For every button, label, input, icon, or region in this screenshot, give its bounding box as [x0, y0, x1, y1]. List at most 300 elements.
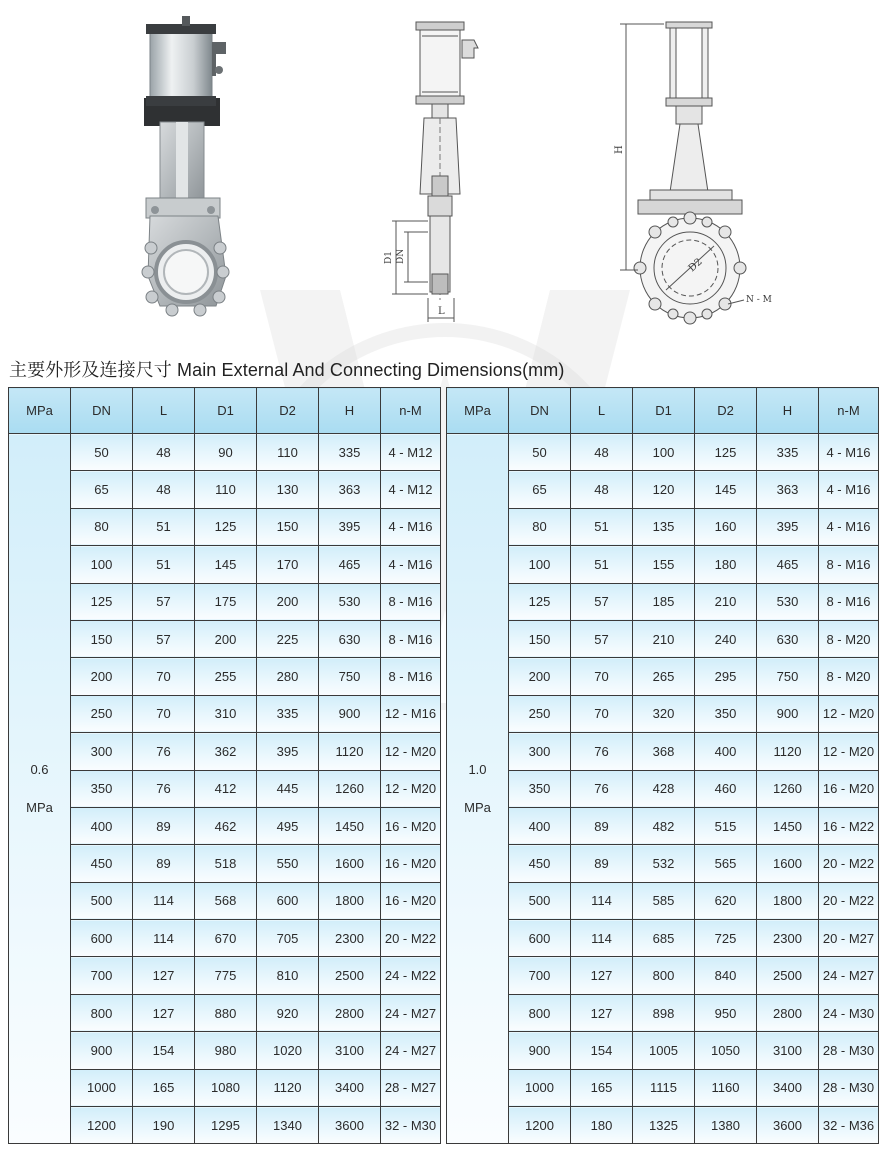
cell-d1: 1005: [633, 1032, 695, 1069]
cell-d2: 725: [695, 920, 757, 957]
cell-dn: 200: [509, 658, 571, 695]
cell-l: 51: [133, 508, 195, 545]
cell-d1: 368: [633, 733, 695, 770]
cell-l: 190: [133, 1107, 195, 1144]
cell-d1: 120: [633, 471, 695, 508]
table-row: [447, 1107, 879, 1144]
table-row: [447, 434, 879, 471]
cell-dn: 1000: [509, 1069, 571, 1106]
pressure-unit: MPa: [464, 799, 491, 815]
header-n-m: n-M: [819, 388, 879, 434]
cell-n-m: 8 - M16: [381, 620, 441, 657]
cell-l: 57: [571, 620, 633, 657]
label-l: L: [438, 306, 445, 317]
table-row: [447, 882, 879, 919]
table-row: [9, 1032, 441, 1069]
cell-dn: 400: [509, 807, 571, 844]
cell-d2: 600: [257, 882, 319, 919]
cell-d1: 155: [633, 546, 695, 583]
cell-d2: 295: [695, 658, 757, 695]
cell-dn: 80: [71, 508, 133, 545]
cell-d2: 395: [257, 733, 319, 770]
table-row: [447, 546, 879, 583]
table-row: [9, 471, 441, 508]
cell-n-m: 4 - M16: [381, 508, 441, 545]
cell-d1: 362: [195, 733, 257, 770]
cell-d2: 160: [695, 508, 757, 545]
cell-n-m: 16 - M22: [819, 807, 879, 844]
pressure-unit: MPa: [26, 799, 53, 815]
cell-d2: 920: [257, 994, 319, 1031]
cell-h: 363: [319, 471, 381, 508]
table-row: [9, 733, 441, 770]
cell-dn: 500: [71, 882, 133, 919]
cell-l: 51: [571, 546, 633, 583]
cell-h: 2300: [319, 920, 381, 957]
cell-n-m: 4 - M16: [819, 471, 879, 508]
cell-l: 57: [133, 583, 195, 620]
cell-dn: 400: [71, 807, 133, 844]
cell-h: 2500: [319, 957, 381, 994]
cell-d2: 460: [695, 770, 757, 807]
table-row: [9, 583, 441, 620]
cell-d1: 255: [195, 658, 257, 695]
table-row: [447, 994, 879, 1031]
table-row: [447, 1032, 879, 1069]
cell-n-m: 20 - M27: [819, 920, 879, 957]
cell-h: 2300: [757, 920, 819, 957]
cell-l: 89: [133, 807, 195, 844]
cell-d2: 225: [257, 620, 319, 657]
cell-n-m: 32 - M36: [819, 1107, 879, 1144]
cell-n-m: 24 - M27: [381, 994, 441, 1031]
table-row: [9, 807, 441, 844]
cell-dn: 1200: [509, 1107, 571, 1144]
cell-l: 70: [133, 658, 195, 695]
table-row: [447, 957, 879, 994]
table-row: [447, 620, 879, 657]
cell-l: 154: [133, 1032, 195, 1069]
cell-h: 3400: [757, 1069, 819, 1106]
table-row: [9, 994, 441, 1031]
cell-l: 51: [571, 508, 633, 545]
cell-d1: 980: [195, 1032, 257, 1069]
cell-n-m: 12 - M20: [819, 695, 879, 732]
cell-dn: 65: [71, 471, 133, 508]
cell-dn: 250: [509, 695, 571, 732]
cell-dn: 100: [71, 546, 133, 583]
cell-d1: 532: [633, 845, 695, 882]
cell-n-m: 16 - M20: [381, 882, 441, 919]
cell-d2: 335: [257, 695, 319, 732]
cell-l: 127: [133, 994, 195, 1031]
label-dn: DN: [396, 248, 406, 264]
cell-n-m: 12 - M20: [381, 733, 441, 770]
cell-l: 48: [571, 434, 633, 471]
cell-h: 750: [757, 658, 819, 695]
valve-photo: [142, 16, 229, 316]
cell-d2: 1020: [257, 1032, 319, 1069]
cell-d1: 320: [633, 695, 695, 732]
cell-dn: 900: [71, 1032, 133, 1069]
cell-dn: 800: [71, 994, 133, 1031]
table-row: [447, 583, 879, 620]
cell-dn: 350: [71, 770, 133, 807]
table-row: [9, 882, 441, 919]
cell-d1: 880: [195, 994, 257, 1031]
dimensions-table-0-6mpa: [8, 387, 440, 1144]
cell-dn: 300: [509, 733, 571, 770]
cell-l: 154: [571, 1032, 633, 1069]
table-row: [9, 695, 441, 732]
header-dn: DN: [509, 388, 571, 434]
cell-l: 89: [571, 845, 633, 882]
cell-dn: 125: [71, 583, 133, 620]
cell-d2: 145: [695, 471, 757, 508]
cell-h: 900: [757, 695, 819, 732]
cell-dn: 80: [509, 508, 571, 545]
cell-h: 3600: [319, 1107, 381, 1144]
cell-l: 48: [133, 434, 195, 471]
cell-dn: 450: [509, 845, 571, 882]
table-row: [9, 957, 441, 994]
cell-dn: 300: [71, 733, 133, 770]
cell-h: 1260: [757, 770, 819, 807]
cell-dn: 250: [71, 695, 133, 732]
cell-n-m: 20 - M22: [381, 920, 441, 957]
cell-l: 114: [133, 920, 195, 957]
label-d2: D2: [686, 256, 705, 275]
cell-d2: 810: [257, 957, 319, 994]
cell-d1: 210: [633, 620, 695, 657]
table-row: [447, 471, 879, 508]
cell-d2: 840: [695, 957, 757, 994]
table-row: [9, 658, 441, 695]
cell-d1: 898: [633, 994, 695, 1031]
cell-d1: 482: [633, 807, 695, 844]
cell-d1: 412: [195, 770, 257, 807]
table-row: [447, 695, 879, 732]
header-dn: DN: [71, 388, 133, 434]
cell-l: 114: [133, 882, 195, 919]
cell-n-m: 8 - M16: [381, 658, 441, 695]
cell-h: 630: [757, 620, 819, 657]
cell-h: 900: [319, 695, 381, 732]
cell-d1: 775: [195, 957, 257, 994]
cell-d1: 145: [195, 546, 257, 583]
table-row: [447, 1069, 879, 1106]
cell-dn: 700: [71, 957, 133, 994]
cell-h: 2500: [757, 957, 819, 994]
table-row: [9, 434, 441, 471]
section-title: 主要外形及连接尺寸 Main External And Connecting Dimensions(mm): [9, 360, 565, 380]
header-mpa: MPa: [9, 388, 71, 434]
header-d2: D2: [257, 388, 319, 434]
cell-l: 165: [133, 1069, 195, 1106]
cell-d1: 135: [633, 508, 695, 545]
label-h: H: [614, 145, 625, 154]
cell-d2: 200: [257, 583, 319, 620]
cell-h: 465: [319, 546, 381, 583]
cell-d2: 210: [695, 583, 757, 620]
cell-l: 127: [133, 957, 195, 994]
cell-l: 76: [133, 733, 195, 770]
cell-d1: 568: [195, 882, 257, 919]
table-row: [447, 508, 879, 545]
cell-l: 76: [133, 770, 195, 807]
header-l: L: [571, 388, 633, 434]
cell-d2: 125: [695, 434, 757, 471]
cell-dn: 1200: [71, 1107, 133, 1144]
cell-dn: 50: [71, 434, 133, 471]
cell-d2: 620: [695, 882, 757, 919]
cell-h: 465: [757, 546, 819, 583]
cell-dn: 50: [509, 434, 571, 471]
table-row: [9, 1107, 441, 1144]
cell-dn: 125: [509, 583, 571, 620]
cell-h: 1800: [319, 882, 381, 919]
cell-h: 1260: [319, 770, 381, 807]
cell-l: 57: [571, 583, 633, 620]
cell-h: 3100: [757, 1032, 819, 1069]
cell-h: 750: [319, 658, 381, 695]
header-d1: D1: [633, 388, 695, 434]
cell-h: 1450: [319, 807, 381, 844]
cell-l: 70: [133, 695, 195, 732]
cell-d2: 550: [257, 845, 319, 882]
cell-d1: 685: [633, 920, 695, 957]
cell-d1: 185: [633, 583, 695, 620]
cell-d2: 1160: [695, 1069, 757, 1106]
cell-h: 395: [319, 508, 381, 545]
cell-d2: 170: [257, 546, 319, 583]
cell-d2: 705: [257, 920, 319, 957]
cell-h: 395: [757, 508, 819, 545]
cell-h: 1600: [757, 845, 819, 882]
cell-d1: 265: [633, 658, 695, 695]
cell-d2: 350: [695, 695, 757, 732]
cell-l: 89: [133, 845, 195, 882]
header-h: H: [319, 388, 381, 434]
cell-h: 3100: [319, 1032, 381, 1069]
table-row: [9, 1069, 441, 1106]
cell-dn: 65: [509, 471, 571, 508]
cell-n-m: 8 - M16: [819, 546, 879, 583]
cell-h: 3600: [757, 1107, 819, 1144]
cell-d2: 565: [695, 845, 757, 882]
cell-dn: 150: [509, 620, 571, 657]
cell-d1: 1115: [633, 1069, 695, 1106]
table-row: [9, 546, 441, 583]
header-n-m: n-M: [381, 388, 441, 434]
cell-d1: 670: [195, 920, 257, 957]
cell-h: 3400: [319, 1069, 381, 1106]
cell-d2: 110: [257, 434, 319, 471]
cell-n-m: 24 - M30: [819, 994, 879, 1031]
cell-n-m: 4 - M16: [819, 434, 879, 471]
table-row: [447, 658, 879, 695]
cell-l: 70: [571, 695, 633, 732]
table-header-row: [447, 388, 879, 434]
cell-n-m: 28 - M30: [819, 1069, 879, 1106]
cell-h: 335: [757, 434, 819, 471]
cell-h: 1450: [757, 807, 819, 844]
cell-d1: 1080: [195, 1069, 257, 1106]
cell-d2: 1120: [257, 1069, 319, 1106]
pressure-value: 1.0: [468, 761, 487, 777]
cell-n-m: 28 - M27: [381, 1069, 441, 1106]
cell-h: 530: [319, 583, 381, 620]
cell-dn: 600: [71, 920, 133, 957]
cell-d1: 100: [633, 434, 695, 471]
cell-d2: 180: [695, 546, 757, 583]
cell-d1: 518: [195, 845, 257, 882]
cell-l: 57: [133, 620, 195, 657]
table-header-row: [9, 388, 441, 434]
cell-d2: 515: [695, 807, 757, 844]
cell-n-m: 28 - M30: [819, 1032, 879, 1069]
cell-dn: 450: [71, 845, 133, 882]
header-l: L: [133, 388, 195, 434]
cell-d2: 280: [257, 658, 319, 695]
cell-n-m: 20 - M22: [819, 845, 879, 882]
cell-d1: 585: [633, 882, 695, 919]
cell-d2: 495: [257, 807, 319, 844]
header-d1: D1: [195, 388, 257, 434]
cell-n-m: 4 - M16: [381, 546, 441, 583]
table-row: [447, 770, 879, 807]
cell-h: 1800: [757, 882, 819, 919]
cell-n-m: 8 - M16: [819, 583, 879, 620]
cell-h: 363: [757, 471, 819, 508]
cell-n-m: 16 - M20: [381, 807, 441, 844]
cell-l: 51: [133, 546, 195, 583]
cell-n-m: 20 - M22: [819, 882, 879, 919]
table-row: [9, 920, 441, 957]
cell-l: 76: [571, 733, 633, 770]
cell-d1: 1295: [195, 1107, 257, 1144]
cell-d1: 110: [195, 471, 257, 508]
front-drawing: [620, 22, 746, 324]
table-row: [447, 733, 879, 770]
cell-d1: 175: [195, 583, 257, 620]
cell-d1: 1325: [633, 1107, 695, 1144]
dimensions-table-1-0mpa: [446, 387, 878, 1144]
cell-l: 70: [571, 658, 633, 695]
cell-n-m: 8 - M20: [819, 620, 879, 657]
cell-n-m: 8 - M16: [381, 583, 441, 620]
cell-h: 335: [319, 434, 381, 471]
cell-l: 114: [571, 882, 633, 919]
cell-n-m: 12 - M20: [381, 770, 441, 807]
cell-h: 530: [757, 583, 819, 620]
label-nm: N - M: [746, 295, 772, 305]
cell-l: 127: [571, 957, 633, 994]
cell-dn: 800: [509, 994, 571, 1031]
cell-h: 2800: [319, 994, 381, 1031]
cell-n-m: 16 - M20: [381, 845, 441, 882]
side-section-drawing: [392, 22, 478, 322]
cell-dn: 500: [509, 882, 571, 919]
cell-h: 2800: [757, 994, 819, 1031]
cell-n-m: 12 - M16: [381, 695, 441, 732]
cell-d1: 310: [195, 695, 257, 732]
cell-d1: 200: [195, 620, 257, 657]
cell-dn: 600: [509, 920, 571, 957]
cell-d2: 400: [695, 733, 757, 770]
cell-l: 180: [571, 1107, 633, 1144]
cell-n-m: 12 - M20: [819, 733, 879, 770]
cell-h: 1120: [319, 733, 381, 770]
table-row: [447, 807, 879, 844]
cell-dn: 350: [509, 770, 571, 807]
cell-d2: 950: [695, 994, 757, 1031]
cell-n-m: 4 - M12: [381, 434, 441, 471]
cell-n-m: 32 - M30: [381, 1107, 441, 1144]
cell-d1: 428: [633, 770, 695, 807]
cell-n-m: 24 - M27: [819, 957, 879, 994]
cell-h: 1600: [319, 845, 381, 882]
cell-n-m: 4 - M16: [819, 508, 879, 545]
cell-dn: 200: [71, 658, 133, 695]
cell-l: 127: [571, 994, 633, 1031]
cell-h: 1120: [757, 733, 819, 770]
label-d1: D1: [384, 251, 394, 264]
cell-l: 48: [571, 471, 633, 508]
cell-l: 114: [571, 920, 633, 957]
header-h: H: [757, 388, 819, 434]
cell-dn: 700: [509, 957, 571, 994]
header-d2: D2: [695, 388, 757, 434]
table-row: [9, 620, 441, 657]
cell-n-m: 8 - M20: [819, 658, 879, 695]
cell-dn: 900: [509, 1032, 571, 1069]
cell-dn: 100: [509, 546, 571, 583]
cell-n-m: 24 - M22: [381, 957, 441, 994]
header-mpa: MPa: [447, 388, 509, 434]
cell-d2: 1380: [695, 1107, 757, 1144]
table-row: [9, 845, 441, 882]
cell-dn: 150: [71, 620, 133, 657]
pressure-cell: [447, 434, 509, 1144]
cell-l: 76: [571, 770, 633, 807]
cell-d1: 800: [633, 957, 695, 994]
cell-dn: 1000: [71, 1069, 133, 1106]
cell-d1: 90: [195, 434, 257, 471]
cell-d2: 445: [257, 770, 319, 807]
table-row: [447, 845, 879, 882]
cell-l: 48: [133, 471, 195, 508]
cell-d2: 130: [257, 471, 319, 508]
cell-d2: 240: [695, 620, 757, 657]
table-row: [447, 920, 879, 957]
cell-l: 89: [571, 807, 633, 844]
pressure-cell: [9, 434, 71, 1144]
cell-d1: 462: [195, 807, 257, 844]
table-row: [9, 770, 441, 807]
cell-n-m: 4 - M12: [381, 471, 441, 508]
cell-d2: 150: [257, 508, 319, 545]
table-row: [9, 508, 441, 545]
cell-d2: 1050: [695, 1032, 757, 1069]
cell-d1: 125: [195, 508, 257, 545]
cell-l: 165: [571, 1069, 633, 1106]
cell-n-m: 24 - M27: [381, 1032, 441, 1069]
cell-n-m: 16 - M20: [819, 770, 879, 807]
product-figures: [0, 0, 890, 352]
cell-d2: 1340: [257, 1107, 319, 1144]
cell-h: 630: [319, 620, 381, 657]
